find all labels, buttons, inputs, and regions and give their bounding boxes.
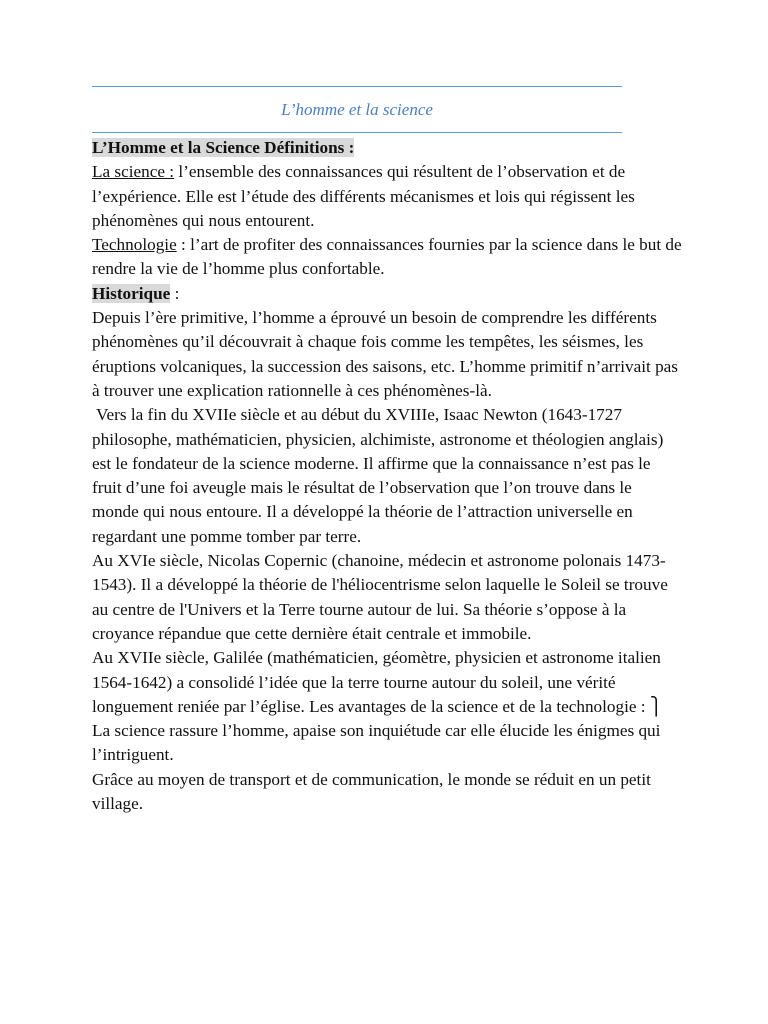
paragraph-galilee: Au XVIIe siècle, Galilée (mathématicien, géomètre, physicien et astronome italien 1564-1642) a consolidé l’idée que la terre tourne autour du soleil, une vérité longuement reniée par l’église. Les avantages de la science et de la technologie : ⎫ La science rassure l’homme, apaise son inquiétude car elle élucide les énigmes qui l’intriguent. bbox=[92, 648, 663, 765]
historique-heading bbox=[92, 282, 682, 306]
paragraph-transport: Grâce au moyen de transport et de communication, le monde se réduit en un petit village. bbox=[92, 769, 651, 814]
heading-text: L’Homme et la Science Définitions : bbox=[92, 138, 355, 157]
definition-science bbox=[92, 160, 682, 233]
definition-technology bbox=[92, 233, 682, 282]
header-title: L’homme et la science bbox=[281, 100, 433, 119]
paragraph-copernic: Au XVIe siècle, Nicolas Copernic (chanoine, médecin et astronome polonais 1473-1543). Il a développé la théorie de l'héliocentrisme selon laquelle le Soleil se trouve au centre de l'Univers et la Terre tourne autour de lui. Sa théorie s’oppose à la croyance répandue que cette dernière était centrale et immobile. bbox=[92, 551, 668, 643]
technology-label: Technologie bbox=[92, 235, 177, 255]
document-body bbox=[92, 136, 682, 816]
science-label: La science : bbox=[92, 162, 175, 182]
technology-text: : l’art de profiter des connaissances fournies par la science dans le but de rendre la vie de l’homme plus confortable. bbox=[92, 235, 682, 279]
paragraph-primitive: Depuis l’ère primitive, l’homme a éprouvé un besoin de comprendre les différents phénomènes qu’il découvrait à chaque fois comme les tempêtes, les séismes, les éruptions volcaniques, la succession des saisons, etc. L’homme primitif n’arrivait pas à trouver une explication rationnelle à ces phénomènes-là. bbox=[92, 308, 678, 400]
historique-colon: : bbox=[170, 283, 180, 303]
header-bottom-rule bbox=[92, 132, 622, 133]
header-top-rule bbox=[92, 86, 622, 87]
historique-label: Historique bbox=[92, 283, 171, 303]
section-heading bbox=[92, 136, 682, 160]
science-text: l’ensemble des connaissances qui résultent de l’observation et de l’expérience. Elle est l’étude des différents mécanismes et lois qui régissent les phénomènes qui nous entourent. bbox=[92, 162, 635, 230]
paragraph-newton: Vers la fin du XVIIe siècle et au début du XVIIIe, Isaac Newton (1643-1727 philosophe, mathématicien, physicien, alchimiste, astronome et théologien anglais) est le fondateur de la science moderne. Il affirme que la connaissance n’est pas le fruit d’une foi aveugle mais le résultat de l’observation que l’on trouve dans le monde qui nous entoure. Il a développé la théorie de l’attraction universelle en regardant une pomme tomber par terre. bbox=[92, 405, 664, 546]
